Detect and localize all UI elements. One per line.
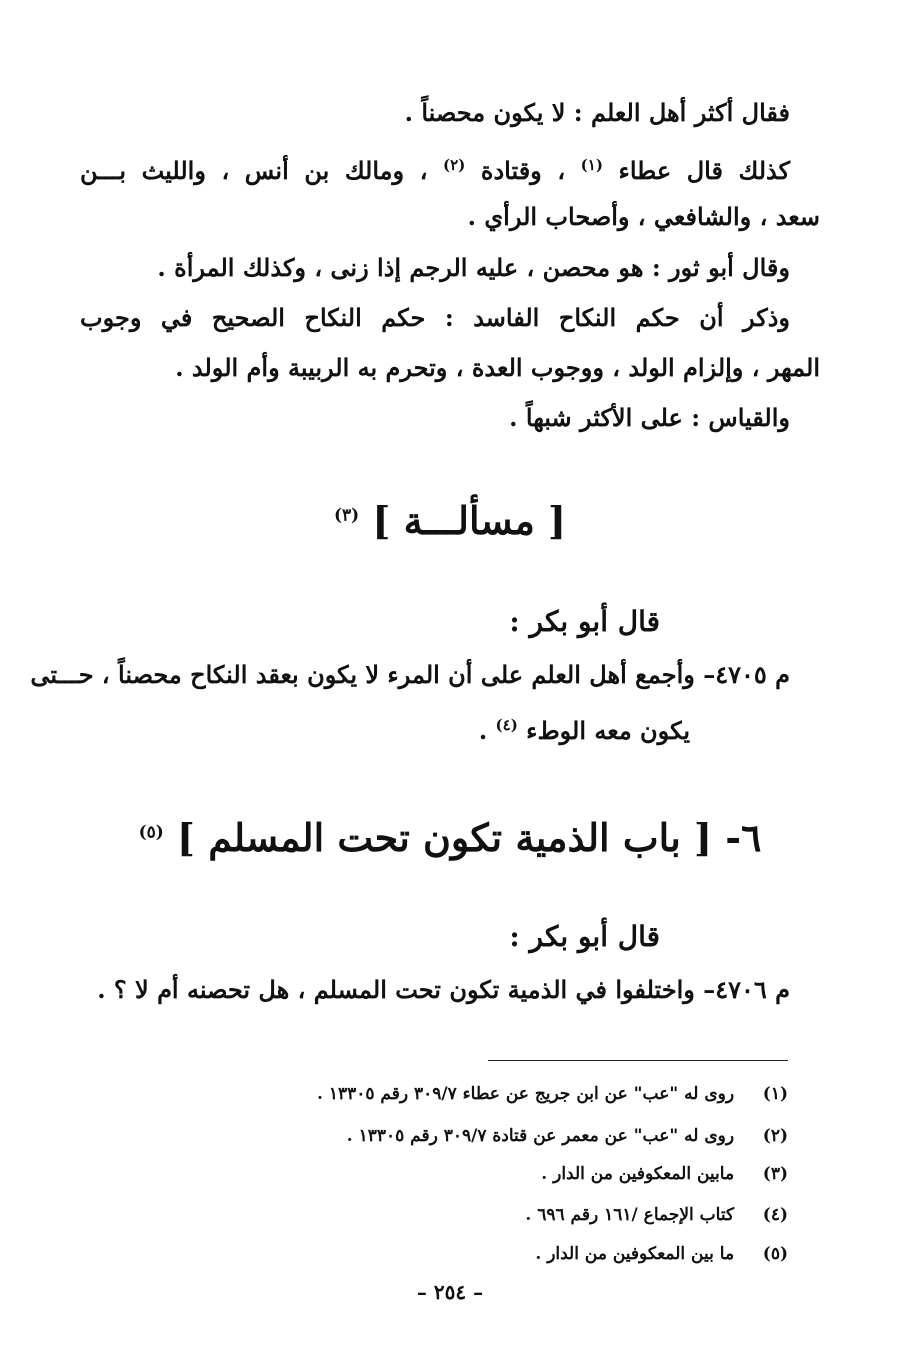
masala-line-2-part-a: يكون معه الوطء xyxy=(526,716,690,745)
footnote-ref-1[interactable]: (١) xyxy=(580,156,603,174)
body-line-5 xyxy=(80,293,790,343)
body-line-3 xyxy=(80,192,820,242)
footnote-5-text: ما بين المعكوفين من الدار . xyxy=(535,1244,735,1264)
footnote-ref-3[interactable]: (٣) xyxy=(333,505,360,526)
chapter-speaker-text: قال أبو بكر : xyxy=(509,920,660,953)
footnote-4-number: (٤) xyxy=(762,1205,788,1225)
footnote-4-text: كتاب الإجماع /١٦١ رقم ٦٩٦ . xyxy=(525,1205,735,1225)
page-number: – ٢٥٤ – xyxy=(416,1280,484,1304)
body-line-1-text: فقال أكثر أهل العلم : لا يكون محصناً . xyxy=(404,98,790,127)
body-line-4-text: وقال أبو ثور : هو محصن ، عليه الرجم إذا زنى ، وكذلك المرأة . xyxy=(157,253,790,282)
footnote-5 xyxy=(80,1242,788,1266)
footnote-4 xyxy=(80,1203,788,1227)
body-line-1 xyxy=(80,88,790,138)
footnote-2 xyxy=(80,1124,788,1148)
body-line-3-text: سعد ، والشافعي ، وأصحاب الرأي . xyxy=(467,202,820,231)
footnote-2-text: روى له "عب" عن معمر عن قتادة ٣٠٩/٧ رقم ١٣٣٠٥ . xyxy=(346,1126,735,1146)
masala-line-2-part-b: . xyxy=(478,716,488,745)
footnote-1-text: روى له "عب" عن ابن جريج عن عطاء ٣٠٩/٧ رقم ١٣٣٠٥ . xyxy=(317,1084,735,1104)
masala-speaker-text: قال أبو بكر : xyxy=(509,605,660,638)
body-line-4 xyxy=(80,243,790,293)
chapter-heading xyxy=(0,815,900,860)
masala-line-1-text: م ٤٧٠٥– وأجمع أهل العلم على أن المرء لا يكون بعقد النكاح محصناً ، حـــتى xyxy=(30,660,790,689)
chapter-line-1 xyxy=(80,965,790,1015)
footnote-ref-5[interactable]: (٥) xyxy=(138,822,164,843)
footnote-1-number: (١) xyxy=(762,1084,788,1104)
footnote-1 xyxy=(80,1082,788,1106)
footnote-separator xyxy=(488,1060,788,1061)
body-line-6 xyxy=(80,343,820,393)
footnote-3 xyxy=(80,1162,788,1186)
chapter-line-1-text: م ٤٧٠٦– واختلفوا في الذمية تكون تحت المسلم ، هل تحصنه أم لا ؟ . xyxy=(97,975,790,1004)
masala-heading-text: [ مسألـــة ] xyxy=(372,498,567,543)
chapter-heading-text: ٦- [ باب الذمية تكون تحت المسلم ] xyxy=(177,815,762,860)
footnote-2-number: (٢) xyxy=(762,1126,788,1146)
chapter-speaker xyxy=(509,920,660,953)
body-line-5-text: وذكر أن حكم النكاح الفاسد : حكم النكاح الصحيح في وجوب xyxy=(80,303,790,332)
body-line-2 xyxy=(80,140,790,196)
masala-speaker xyxy=(509,605,660,638)
footnote-5-number: (٥) xyxy=(762,1244,788,1264)
footnote-3-text: مابين المعكوفين من الدار . xyxy=(541,1164,735,1184)
masala-heading xyxy=(0,498,900,543)
body-line-7 xyxy=(80,393,790,443)
body-line-7-text: والقياس : على الأكثر شبهاً . xyxy=(509,403,790,432)
masala-line-1 xyxy=(30,650,790,700)
body-line-2-part-b: ، وقتادة xyxy=(480,156,566,185)
body-line-2-part-c: ، ومالك بن أنس ، والليث بـــن xyxy=(80,156,428,185)
footnote-3-number: (٣) xyxy=(762,1164,788,1184)
footnote-ref-2[interactable]: (٢) xyxy=(443,156,466,174)
body-line-6-text: المهر ، وإلزام الولد ، ووجوب العدة ، وتحرم به الربيبة وأم الولد . xyxy=(175,353,820,382)
body-line-2-part-a: كذلك قال عطاء xyxy=(618,156,791,185)
footnote-ref-4[interactable]: (٤) xyxy=(495,716,518,734)
masala-line-2 xyxy=(80,700,690,756)
